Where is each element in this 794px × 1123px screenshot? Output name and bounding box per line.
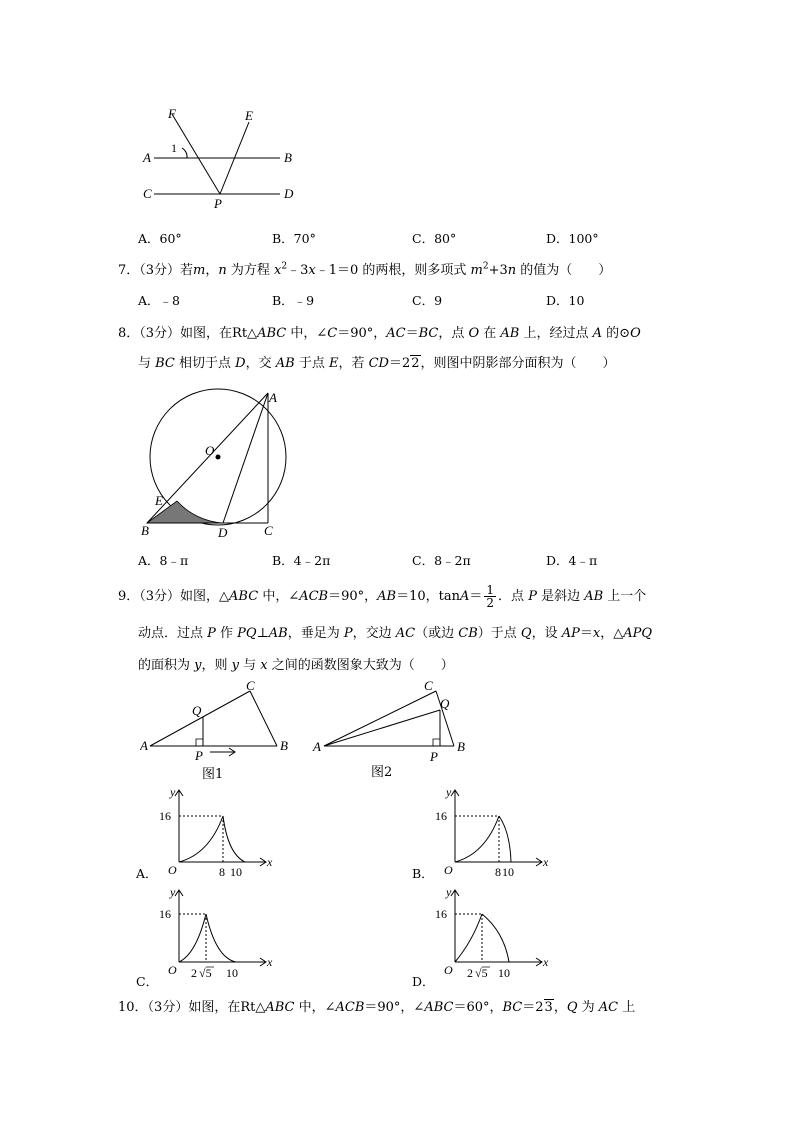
q9-option-b-letter[interactable]: B．: [412, 866, 434, 881]
svg-text:O: O: [168, 863, 177, 877]
svg-text:y: y: [170, 785, 176, 799]
q9-stem-line2: 动点．过点 P 作 PQ⊥AB，垂足为 P，交边 AC（或边 CB）于点 Q，设 AP＝x，△APQ: [138, 626, 653, 641]
q7-option-a[interactable]: A．﹣8: [138, 293, 180, 308]
q8-stem-line1: 8．（3分）如图，在Rt△ABC 中，∠C＝90°，AC＝BC，点 O 在 AB 上，经过点 A 的⊙O: [118, 326, 641, 341]
q8-label-O: O: [205, 443, 215, 458]
q8-label-E: E: [155, 493, 163, 508]
svg-text:y: y: [446, 785, 452, 799]
q9-fig2-label-A: A: [313, 739, 321, 754]
q6-label-P: P: [214, 196, 222, 211]
q8-label-D: D: [218, 525, 228, 540]
q6-label-1: 1: [171, 141, 177, 155]
q9-option-d-graph[interactable]: [430, 882, 550, 982]
q9-option-a-letter[interactable]: A．: [136, 866, 158, 881]
q7-option-d[interactable]: D．10: [546, 293, 585, 308]
svg-text:8: 8: [495, 865, 501, 879]
q8-figure: [135, 382, 295, 542]
q9-fig1-label-A: A: [140, 738, 148, 753]
q9-option-c-letter[interactable]: C．: [136, 974, 159, 989]
svg-text:2: 2: [191, 966, 197, 980]
svg-text:O: O: [444, 963, 453, 977]
q7-option-b[interactable]: B．﹣9: [272, 293, 315, 308]
svg-text:x: x: [543, 955, 549, 969]
q6-label-E: E: [245, 108, 253, 123]
svg-text:10: 10: [230, 865, 242, 879]
svg-text:2: 2: [467, 966, 473, 980]
svg-text:16: 16: [159, 809, 171, 823]
q6-option-c[interactable]: C．80°: [412, 231, 457, 246]
q9-fig1-label-B: B: [280, 738, 288, 753]
q9-fig2-label-P: P: [430, 749, 438, 764]
svg-text:√5: √5: [199, 966, 212, 980]
q9-option-d-letter[interactable]: D．: [412, 974, 435, 989]
svg-text:y: y: [170, 885, 176, 899]
q6-option-d[interactable]: D．100°: [546, 231, 599, 246]
svg-text:10: 10: [498, 966, 510, 980]
q6-option-a[interactable]: A．60°: [138, 231, 182, 246]
q6-label-A: A: [143, 150, 151, 165]
svg-text:√5: √5: [475, 966, 488, 980]
q8-label-C: C: [264, 523, 273, 538]
q8-option-a[interactable]: A．8﹣π: [138, 553, 189, 568]
svg-text:O: O: [168, 963, 177, 977]
svg-text:10: 10: [226, 966, 238, 980]
q6-label-D: D: [284, 186, 294, 201]
svg-text:16: 16: [435, 809, 447, 823]
q9-fig1-label-C: C: [246, 678, 255, 693]
q6-option-b[interactable]: B．70°: [272, 231, 316, 246]
q9-stem-line3: 的面积为 y，则 y 与 x 之间的函数图象大致为（ ）: [138, 658, 454, 673]
q8-label-A: A: [269, 390, 277, 405]
q6-label-F: F: [168, 106, 176, 121]
q9-option-c-graph[interactable]: [154, 882, 274, 982]
q9-fig1-caption: 图1: [202, 767, 224, 782]
q9-stem-line1: 9．（3分）如图，△ABC 中，∠ACB＝90°，AB＝10，tanA＝ $\frac{1}{2}$ ．点 P 是斜边 AB 上一个: [118, 583, 647, 610]
q10-stem-line1: 10．（3分）如图，在Rt△ABC 中，∠ACB＝90°，∠ABC＝60°，BC＝23，Q 为 AC 上: [118, 1000, 636, 1015]
q9-option-b-graph[interactable]: [430, 782, 550, 882]
svg-text:y: y: [446, 885, 452, 899]
q8-option-b[interactable]: B．4﹣2π: [272, 553, 331, 568]
svg-text:x: x: [267, 855, 273, 869]
q8-option-c[interactable]: C．8﹣2π: [412, 553, 471, 568]
q8-stem-line2: 与 BC 相切于点 D，交 AB 于点 E，若 CD＝22，则图中阴影部分面积为（ ）: [138, 356, 616, 371]
q9-fig2-label-C: C: [424, 678, 433, 693]
q9-fig2-label-B: B: [457, 739, 465, 754]
q6-label-C: C: [143, 186, 152, 201]
q9-fig2-caption: 图2: [371, 765, 393, 780]
q8-label-B: B: [141, 523, 149, 538]
q8-option-d[interactable]: D．4﹣π: [546, 553, 598, 568]
svg-text:8: 8: [219, 865, 225, 879]
svg-text:O: O: [444, 863, 453, 877]
svg-text:16: 16: [159, 907, 171, 921]
q6-figure: [130, 100, 320, 215]
svg-text:16: 16: [435, 907, 447, 921]
q9-fig1-label-Q: Q: [192, 703, 202, 718]
q9-fig1-label-P: P: [195, 748, 203, 763]
q6-label-B: B: [284, 150, 292, 165]
q9-fig2-label-Q: Q: [440, 696, 450, 711]
q7-option-c[interactable]: C．9: [412, 293, 443, 308]
svg-text:x: x: [543, 855, 549, 869]
svg-text:10: 10: [502, 865, 514, 879]
q7-stem: 7．（3分）若m，n 为方程 $x^2﹣3x﹣1=0$ 的两根，则多项式 $m^2+3n$ 的值为（ ）: [118, 261, 612, 278]
svg-text:x: x: [267, 955, 273, 969]
q9-option-a-graph[interactable]: [154, 782, 274, 882]
